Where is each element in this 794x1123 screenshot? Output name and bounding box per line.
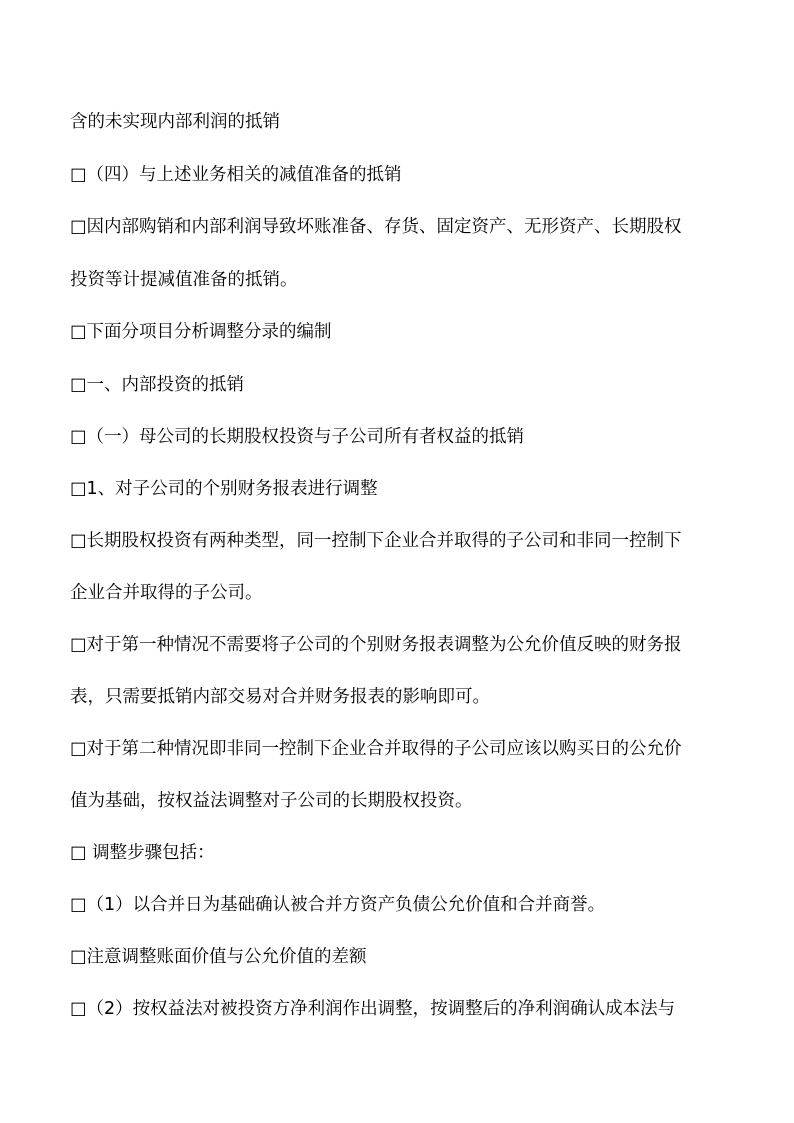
- text-line: □下面分项目分析调整分录的编制: [70, 322, 332, 342]
- text-line: □（一）母公司的长期股权投资与子公司所有者权益的抵销: [70, 427, 525, 447]
- text-line: □1、对子公司的个别财务报表进行调整: [70, 479, 378, 499]
- text-line: 含的未实现内部利润的抵销: [70, 112, 280, 132]
- text-line: □因内部购销和内部利润导致坏账准备、存货、固定资产、无形资产、长期股权: [70, 217, 682, 237]
- text-line: 企业合并取得的子公司。: [70, 583, 263, 603]
- text-line: 投资等计提减值准备的抵销。: [70, 270, 298, 290]
- text-line: □ 调整步骤包括：: [70, 843, 215, 863]
- text-line: □长期股权投资有两种类型，同一控制下企业合并取得的子公司和非同一控制下: [70, 531, 682, 551]
- text-line: □对于第一种情况不需要将子公司的个别财务报表调整为公允价值反映的财务报: [70, 635, 682, 655]
- text-line: □（2）按权益法对被投资方净利润作出调整，按调整后的净利润确认成本法与: [70, 999, 676, 1019]
- text-line: 值为基础，按权益法调整对子公司的长期股权投资。: [70, 791, 473, 811]
- text-line: □注意调整账面价值与公允价值的差额: [70, 947, 367, 967]
- text-line: 表，只需要抵销内部交易对合并财务报表的影响即可。: [70, 687, 490, 707]
- text-line: □（1）以合并日为基础确认被合并方资产负债公允价值和合并商誉。: [70, 895, 606, 915]
- text-line: □（四）与上述业务相关的减值准备的抵销: [70, 165, 402, 185]
- text-line: □对于第二种情况即非同一控制下企业合并取得的子公司应该以购买日的公允价: [70, 739, 682, 759]
- text-line: □一、内部投资的抵销: [70, 375, 245, 395]
